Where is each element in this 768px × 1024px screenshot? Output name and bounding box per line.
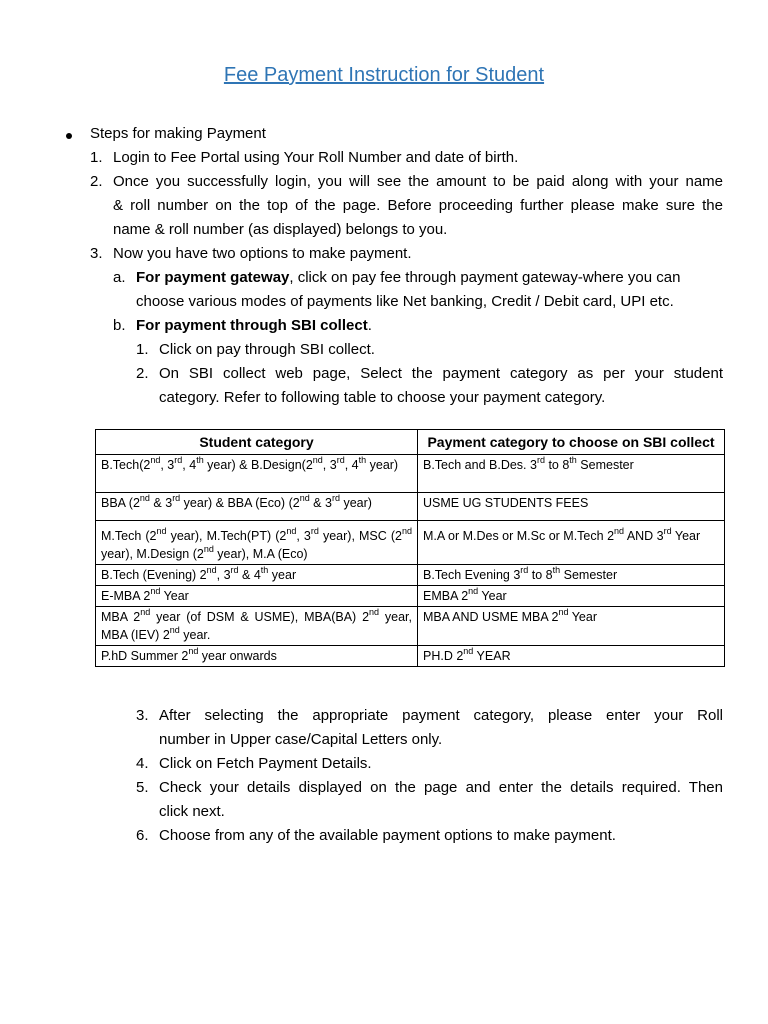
cell-student: P.hD Summer 2nd year onwards	[96, 646, 418, 667]
sub-step-rest: , click on pay fee through payment gateway-where you can	[289, 269, 681, 286]
step-text: category. Refer to following table to choose your payment category.	[159, 389, 606, 406]
sub-step-letter: b.	[113, 317, 126, 334]
step-number: 1.	[90, 149, 103, 166]
column-header-student: Student category	[96, 430, 418, 455]
step-text: Choose from any of the available payment options to make payment.	[159, 827, 616, 844]
step-text: Login to Fee Portal using Your Roll Number and date of birth.	[113, 149, 519, 166]
step-number: 2.	[136, 365, 149, 382]
step-text: Click on pay through SBI collect.	[159, 341, 375, 358]
sub-step-letter: a.	[113, 269, 126, 286]
cell-payment: B.Tech and B.Des. 3rd to 8th Semester	[418, 455, 725, 493]
table-row	[96, 521, 725, 565]
step-text: After selecting the appropriate payment category, please enter your Roll	[159, 707, 723, 724]
bullet-heading: Steps for making Payment	[90, 125, 266, 142]
cell-student: M.Tech (2nd year), M.Tech(PT) (2nd, 3rd year), MSC (2nd year), M.Design (2nd year), M.A (Eco)	[96, 521, 418, 565]
cell-payment: B.Tech Evening 3rd to 8th Semester	[418, 565, 725, 586]
sub-step-text	[136, 314, 372, 338]
cell-payment: MBA AND USME MBA 2nd Year	[418, 607, 725, 646]
table-row	[96, 607, 725, 646]
step-number: 3.	[136, 707, 149, 724]
cell-payment: EMBA 2nd Year	[418, 586, 725, 607]
table-row	[96, 646, 725, 667]
sub-step-bold: For payment gateway	[136, 269, 290, 286]
cell-student: B.Tech(2nd, 3rd, 4th year) & B.Design(2nd, 3rd, 4th year)	[96, 455, 418, 493]
step-text: Click on Fetch Payment Details.	[159, 755, 372, 772]
table-row	[96, 586, 725, 607]
table-row	[96, 455, 725, 493]
step-number: 1.	[136, 341, 149, 358]
step-number: 6.	[136, 827, 149, 844]
bullet-dot	[66, 133, 72, 139]
page-title: Fee Payment Instruction for Student	[223, 64, 545, 86]
step-number: 5.	[136, 779, 149, 796]
step-number: 4.	[136, 755, 149, 772]
sub-step-text: choose various modes of payments like Net banking, Credit / Debit card, UPI etc.	[136, 293, 674, 310]
step-number: 2.	[90, 173, 103, 190]
cell-student: E-MBA 2nd Year	[96, 586, 418, 607]
step-text: number in Upper case/Capital Letters only.	[159, 731, 443, 748]
table-row	[96, 493, 725, 521]
step-text: On SBI collect web page, Select the payment category as per your student	[159, 365, 723, 382]
step-number: 3.	[90, 245, 103, 262]
cell-student: BBA (2nd & 3rd year) & BBA (Eco) (2nd & 3rd year)	[96, 493, 418, 521]
table-row	[96, 565, 725, 586]
sub-step-bold: For payment through SBI collect	[136, 317, 368, 334]
sub-step-text	[136, 266, 680, 290]
cell-student: B.Tech (Evening) 2nd, 3rd & 4th year	[96, 565, 418, 586]
step-text: name & roll number (as displayed) belongs to you.	[113, 221, 448, 238]
step-text: Once you successfully login, you will see the amount to be paid along with your name	[113, 173, 723, 190]
cell-payment: USME UG STUDENTS FEES	[418, 493, 725, 521]
cell-payment: M.A or M.Des or M.Sc or M.Tech 2nd AND 3rd Year	[418, 521, 725, 565]
column-header-payment: Payment category to choose on SBI collect	[418, 430, 725, 455]
step-text: Now you have two options to make payment.	[113, 245, 412, 262]
sub-step-rest: .	[367, 317, 372, 334]
payment-category-table	[95, 429, 725, 667]
cell-student: MBA 2nd year (of DSM & USME), MBA(BA) 2nd year, MBA (IEV) 2nd year.	[96, 607, 418, 646]
step-text: & roll number on the top of the page. Before proceeding further please make sure the	[113, 197, 723, 214]
step-text: Check your details displayed on the page and enter the details required. Then	[159, 779, 723, 796]
table-header-row	[96, 430, 725, 455]
step-text: click next.	[159, 803, 225, 820]
cell-payment: PH.D 2nd YEAR	[418, 646, 725, 667]
